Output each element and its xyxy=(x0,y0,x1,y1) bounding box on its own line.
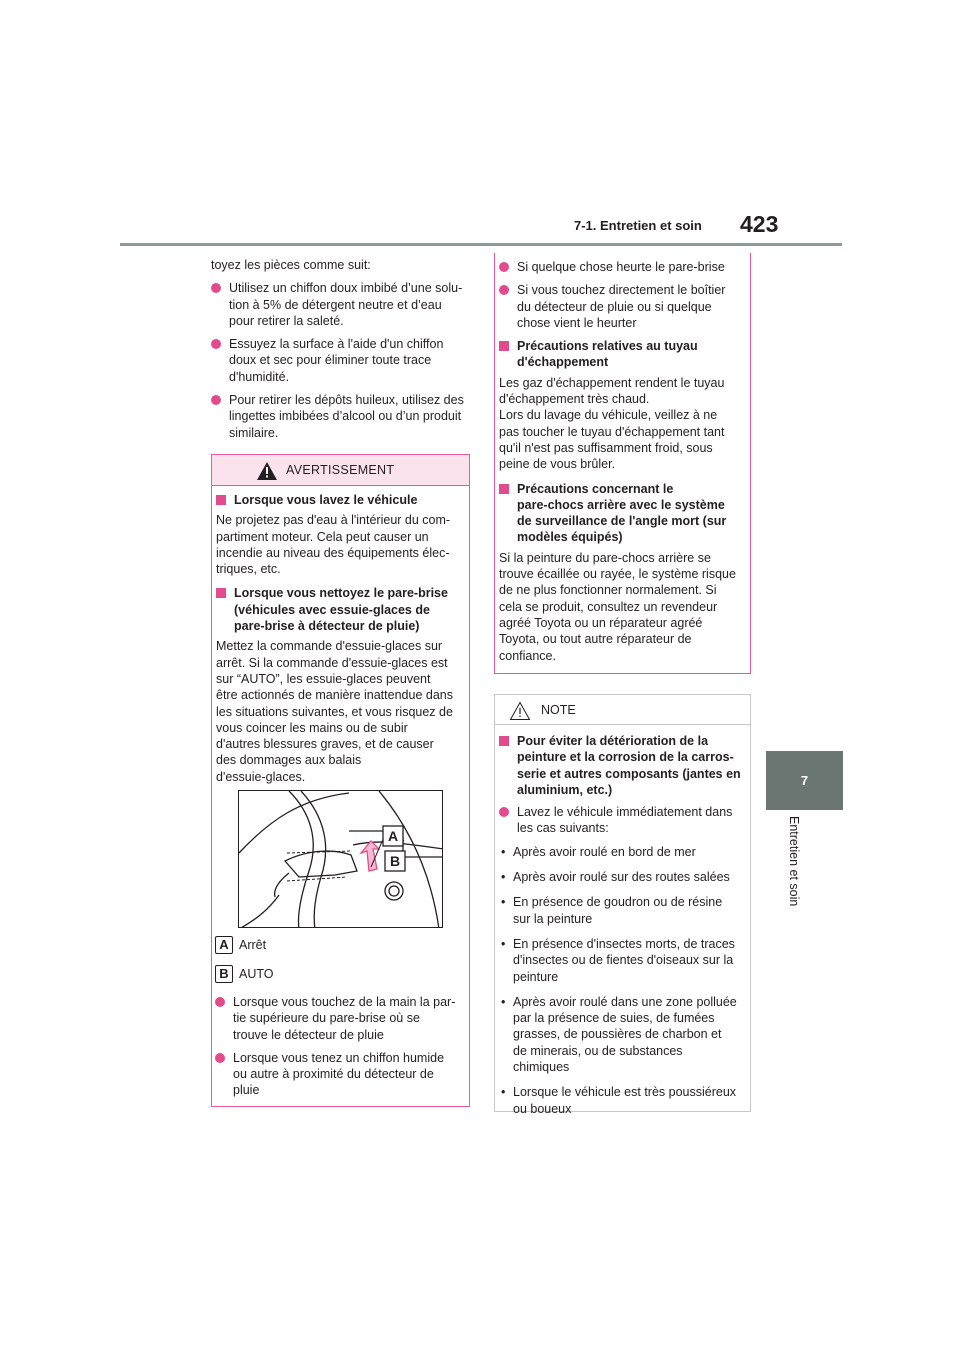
heading-text: Lorsque vous nettoyez le pare-brise (véhicules avec essuie-glaces de pare-brise à détecteur de pluie) xyxy=(234,586,448,634)
sub-list-item: • En présence de goudron ou de résine sur la peinture xyxy=(501,895,723,926)
sub-list-item-text: En présence de goudron ou de résine sur la peinture xyxy=(513,895,723,926)
section-text: Mettez la commande d'essuie-glaces sur arrêt. Si la commande d'essuie-glaces est sur “AUTO”, les essuie-glaces peuvent être actionnés de manière inattendue dans les situations suivantes, et vous risquez de vous coincer les mains ou de subir d'autres blessures graves, et de causer des dommages aux balais d'essuie-glaces. xyxy=(216,639,453,784)
list-item xyxy=(211,392,473,441)
bullet-icon xyxy=(499,285,509,295)
warning-title: AVERTISSEMENT xyxy=(286,463,395,477)
bullet-icon xyxy=(499,262,509,272)
callout-b: B xyxy=(389,853,401,869)
legend-key: A xyxy=(215,936,233,954)
legend-label: Arrêt xyxy=(239,938,267,952)
square-bullet-icon xyxy=(499,736,509,746)
list-item-text: Si vous touchez directement le boîtier du détecteur de pluie ou si quelque chose vient le heurter xyxy=(517,283,726,330)
legend-row xyxy=(215,965,467,987)
list-item-text: Si quelque chose heurte le pare-brise xyxy=(517,260,725,274)
bullet-icon xyxy=(211,283,221,293)
bullet-icon xyxy=(211,339,221,349)
page-number: 423 xyxy=(740,211,779,237)
sub-list-item: • Après avoir roulé sur des routes salées xyxy=(501,870,730,885)
square-bullet-icon xyxy=(499,484,509,494)
square-bullet-icon xyxy=(216,588,226,598)
list-item-text: Lavez le véhicule immédiatement dans les cas suivants: xyxy=(517,805,733,836)
section-text: Les gaz d'échappement rendent le tuyau d'échappement très chaud. Lors du lavage du véhicule, veillez à ne pas toucher le tuyau d'échappement tant qu'il n'est pas suffisamment froid, sous peine de vous brûler. xyxy=(499,375,725,472)
list-item-text: Pour retirer les dépôts huileux, utilisez des lingettes imbibées d’alcool ou d’un produit similaire. xyxy=(229,393,464,440)
heading-text: Pour éviter la détérioration de la peinture et la corrosion de la carros- serie et autres composants (jantes en aluminium, etc.) xyxy=(517,734,741,797)
list-item-text: Lorsque vous tenez un chiffon humide ou autre à proximité du détecteur de pluie xyxy=(233,1050,445,1098)
warning-continued-box xyxy=(494,253,751,674)
heading-text: Lorsque vous lavez le véhicule xyxy=(234,493,418,507)
heading-text: Précautions relatives au tuyau d'échappement xyxy=(517,339,698,370)
note-title: NOTE xyxy=(541,703,576,717)
list-item xyxy=(211,280,473,329)
sub-list-item: • En présence d'insectes morts, de traces d'insectes ou de fientes d'oiseaux sur la peinture xyxy=(501,936,735,984)
sub-list-item: • Après avoir roulé en bord de mer xyxy=(501,844,696,859)
header-divider xyxy=(120,243,842,246)
callout-a: A xyxy=(387,828,399,844)
wiper-switch-figure xyxy=(238,790,443,928)
list-item xyxy=(499,282,746,331)
wiper-switch-illustration xyxy=(239,791,443,928)
caution-triangle-icon xyxy=(509,701,531,721)
legend-key: B xyxy=(215,965,233,983)
list-item-text: Lorsque vous touchez de la main la par- tie supérieure du pare-brise où se trouve le détecteur de pluie xyxy=(233,995,456,1042)
sub-list-item: • Après avoir roulé dans une zone polluée par la présence de suies, de fumées grasses, de poussières de charbon et de minerais, ou de substances chimiques xyxy=(501,994,737,1075)
section-heading xyxy=(499,481,746,546)
sub-list-item-text: Après avoir roulé en bord de mer xyxy=(513,844,696,859)
square-bullet-icon xyxy=(216,495,226,505)
legend-label: AUTO xyxy=(239,967,274,981)
section-heading xyxy=(499,338,746,371)
bullet-icon xyxy=(499,807,509,817)
section-text: Si la peinture du pare-chocs arrière se trouve écaillée ou rayée, le système risque de ne plus fonctionner normalement. Si cela se produit, consultez un revendeur agréé Toyota ou un réparateur agréé Toyota, ou tout autre réparateur de confiance. xyxy=(499,550,736,663)
section-title: 7-1. Entretien et soin xyxy=(574,218,702,233)
list-item xyxy=(215,1050,467,1099)
note-box xyxy=(494,694,751,1116)
warning-lower-content xyxy=(215,936,467,1106)
section-heading xyxy=(216,585,465,634)
list-item xyxy=(211,336,473,385)
chapter-tab[interactable] xyxy=(766,751,843,810)
bullet-icon xyxy=(215,1053,225,1063)
warning-header xyxy=(212,455,469,486)
sub-list-item: • Lorsque le véhicule est très poussiéreux ou boueux xyxy=(501,1085,737,1116)
sub-list-item-text: Après avoir roulé dans une zone polluée par la présence de suies, de fumées grasses, de poussières de charbon et de minerais, ou de substances chimiques xyxy=(513,994,737,1075)
legend-row xyxy=(215,936,467,958)
warning-triangle-icon xyxy=(256,461,278,481)
bullet-icon xyxy=(211,395,221,405)
sub-list-item-text: En présence d'insectes morts, de traces d'insectes ou de fientes d'oiseaux sur la peinture xyxy=(513,936,735,984)
list-item xyxy=(499,804,746,837)
section-heading xyxy=(499,733,746,798)
sub-list-item-text: Lorsque le véhicule est très poussiéreux ou boueux xyxy=(513,1085,737,1116)
intro-text: toyez les pièces comme suit: xyxy=(211,258,371,272)
square-bullet-icon xyxy=(499,341,509,351)
section-heading xyxy=(216,492,465,508)
list-item-text: Utilisez un chiffon doux imbibé d’une solu- tion à 5% de détergent neutre et d’eau pour retirer la saleté. xyxy=(229,281,463,328)
left-intro-column xyxy=(211,257,473,448)
chapter-label: Entretien et soin xyxy=(787,816,801,907)
heading-text: Précautions concernant le pare-chocs arrière avec le système de surveillance de l'angle mort (sur modèles équipés) xyxy=(517,481,727,545)
note-header xyxy=(495,695,750,725)
list-item xyxy=(215,994,467,1043)
section-text: Ne projetez pas d'eau à l'intérieur du com- partiment moteur. Cela peut causer un incendie au niveau des équipements élec- triques, etc. xyxy=(216,513,451,577)
bullet-icon xyxy=(215,997,225,1007)
sub-list-item-text: Après avoir roulé sur des routes salées xyxy=(513,870,730,885)
list-item-text: Essuyez la surface à l'aide d'un chiffon doux et sec pour éliminer toute trace d'humidité. xyxy=(229,337,444,384)
list-item xyxy=(499,259,746,275)
chapter-number: 7 xyxy=(800,773,809,788)
